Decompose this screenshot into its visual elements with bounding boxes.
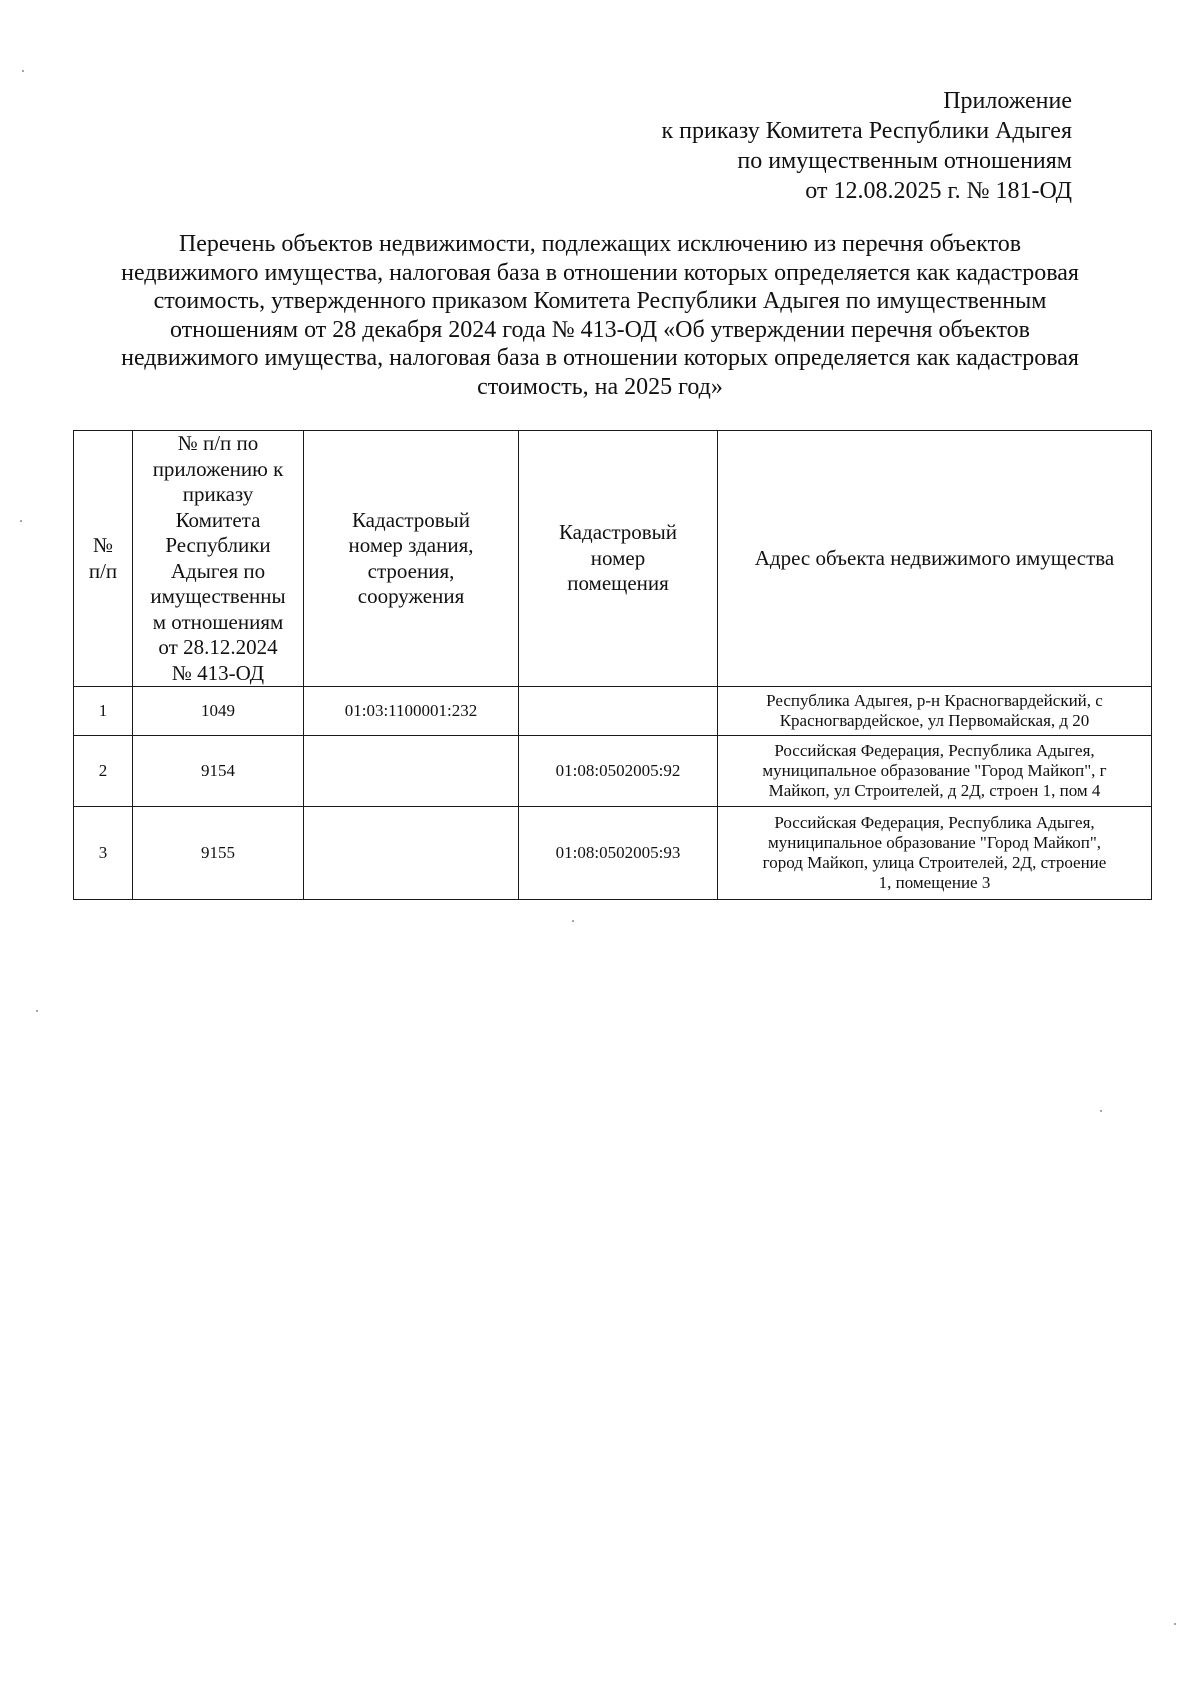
header-row-number	[74, 431, 133, 687]
address-line: муниципальное образование "Город Майкоп",	[767, 833, 1102, 852]
header-line: номер здания,	[348, 533, 474, 557]
header-line: приложению к	[152, 456, 284, 481]
annex-line: к приказу Комитета Республики Адыгея	[661, 118, 1072, 144]
header-address	[718, 431, 1152, 687]
address-line: муниципальное образование "Город Майкоп", г	[762, 761, 1107, 780]
address-line: 1, помещение 3	[878, 873, 991, 892]
annex-line: от 12.08.2025 г. № 181-ОД	[805, 178, 1072, 204]
objects-table	[73, 430, 1152, 900]
address-line: Российская Федерация, Республика Адыгея,	[774, 741, 1095, 760]
cell-address	[718, 687, 1152, 736]
cell-building-cadastral	[304, 807, 519, 900]
header-appendix-number	[133, 431, 304, 687]
header-line: Кадастровый	[558, 520, 678, 545]
header-line: сооружения	[357, 584, 465, 608]
title-line: отношениям от 28 декабря 2024 года № 413-ОД «Об утверждении перечня объектов	[170, 316, 1030, 343]
cell-address	[718, 807, 1152, 900]
scan-speck	[1174, 1623, 1176, 1625]
header-line: Комитета	[175, 507, 261, 532]
address-line: Российская Федерация, Республика Адыгея,	[774, 813, 1095, 832]
header-line: Адыгея по	[170, 558, 266, 583]
header-premises-cadastral	[519, 431, 718, 687]
header-line: помещения	[567, 571, 669, 596]
title-line: стоимость, на 2025 год»	[477, 373, 723, 400]
header-line: м отношениям	[152, 609, 284, 634]
header-line: Адрес объекта недвижимого имущества	[754, 545, 1115, 570]
title-line: Перечень объектов недвижимости, подлежащих исключению из перечня объектов	[178, 231, 1022, 257]
annex-line: Приложение	[943, 88, 1072, 114]
header-line: п/п	[88, 558, 118, 583]
cell-building-cadastral	[304, 736, 519, 807]
cell-premises-cadastral: 01:08:0502005:93	[519, 807, 718, 900]
header-line: имущественны	[150, 584, 286, 608]
table-row	[74, 807, 1152, 900]
header-line: №	[92, 533, 114, 557]
header-line: номер	[590, 545, 646, 570]
cell-appendix-number: 9155	[133, 807, 304, 900]
table-row	[74, 687, 1152, 736]
header-line: Кадастровый	[351, 507, 471, 532]
header-line: приказу	[182, 482, 254, 506]
cell-premises-cadastral	[519, 687, 718, 736]
scan-speck	[22, 70, 24, 72]
title-line: стоимость, утвержденного приказом Комитета Республики Адыгея по имущественным	[153, 288, 1047, 314]
header-line: от 28.12.2024	[158, 635, 278, 659]
cell-appendix-number: 9154	[133, 736, 304, 807]
header-line: № п/п по	[177, 431, 259, 455]
header-line: строения,	[367, 558, 455, 583]
title-line: недвижимого имущества, налоговая база в отношении которых определяется как кадастровая	[121, 345, 1079, 371]
address-line: Красногвардейское, ул Первомайская, д 20	[779, 711, 1090, 730]
header-building-cadastral	[304, 431, 519, 687]
annex-line: по имущественным отношениям	[737, 148, 1072, 174]
scan-speck	[36, 1010, 38, 1012]
cell-appendix-number: 1049	[133, 687, 304, 736]
title-line: недвижимого имущества, налоговая база в отношении которых определяется как кадастровая	[121, 259, 1079, 286]
table-header-row	[74, 431, 1152, 687]
cell-building-cadastral: 01:03:1100001:232	[304, 687, 519, 736]
scan-speck	[572, 920, 574, 922]
annex-reference	[452, 86, 1072, 206]
cell-address	[718, 736, 1152, 807]
cell-row-number: 2	[74, 736, 133, 807]
header-line: Республики	[165, 533, 271, 557]
scan-speck	[1100, 1110, 1102, 1112]
scan-speck	[20, 520, 22, 522]
address-line: Майкоп, ул Строителей, д 2Д, строен 1, пом 4	[768, 781, 1101, 800]
header-line: № 413-ОД	[171, 660, 265, 685]
cell-premises-cadastral: 01:08:0502005:92	[519, 736, 718, 807]
table-row	[74, 736, 1152, 807]
document-title	[40, 230, 1160, 401]
cell-row-number: 3	[74, 807, 133, 900]
address-line: город Майкоп, улица Строителей, 2Д, строение	[762, 853, 1107, 872]
cell-row-number: 1	[74, 687, 133, 736]
address-line: Республика Адыгея, р-н Красногвардейский, с	[766, 691, 1103, 710]
